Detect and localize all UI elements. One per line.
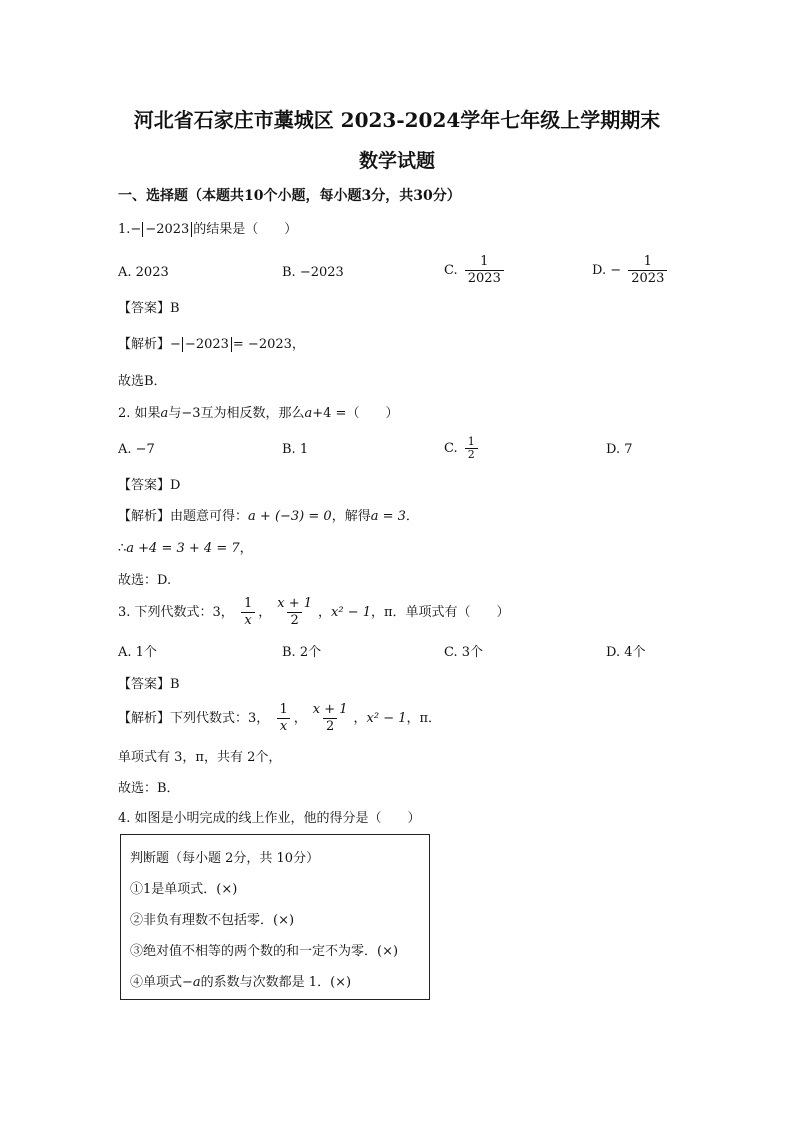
box-item-4-var: −a [182, 975, 201, 990]
q2-option-d: D. 7 [606, 442, 633, 457]
q2-stem-a: 2. 如果 [118, 406, 161, 421]
q2-conclusion: 故选：D. [118, 573, 172, 588]
answer-tag: 【答案】 [118, 677, 171, 692]
q1-option-c-label: C. [444, 263, 458, 278]
q2-analysis-d: ． [405, 509, 419, 524]
fraction-numerator: 1 [243, 596, 253, 611]
box-item-4 [130, 973, 351, 993]
q1-option-c-fraction [465, 254, 504, 287]
q1-option-b: B. −2023 [282, 265, 344, 280]
answer-value: B [170, 677, 180, 692]
comma: ， [318, 605, 332, 620]
q3-stem-a: 3. 下列代数式：3， [118, 605, 234, 620]
fraction-numerator: 1 [643, 254, 652, 269]
q1-stem [118, 220, 297, 240]
q2-option-a: A. −7 [118, 442, 155, 457]
q2-therefore-expr: a +4 = 3 + 4 = 7 [126, 541, 240, 556]
fraction-numerator: 1 [480, 254, 489, 269]
q3-analysis-end: ，π． [406, 711, 442, 726]
q2-stem [118, 404, 398, 424]
q1-option-d-fraction [628, 254, 667, 287]
q1-option-d [592, 254, 670, 287]
box-title: 判断题（每小题 2分，共 10分） [130, 851, 320, 866]
q3-option-d: D. 4个 [606, 645, 646, 660]
q1-analysis [118, 335, 305, 355]
q2-analysis-c: a = 3 [370, 509, 406, 524]
fraction-denominator: 2023 [465, 270, 504, 287]
fraction-denominator: 2 [323, 718, 337, 735]
q2-var-a2: a [304, 406, 313, 421]
q2-var-a: a [160, 406, 169, 421]
fraction-numerator: 1 [467, 435, 475, 448]
q1-abs-value: −2023 [142, 222, 192, 237]
q2-therefore-end: ， [239, 541, 253, 556]
box-item-1: ①1是单项式．(×) [130, 882, 238, 897]
fraction-denominator: x [241, 612, 254, 629]
q2-analysis-b: ，解得 [331, 509, 371, 524]
answer-tag: 【答案】 [118, 301, 171, 316]
fraction-denominator: 2 [287, 612, 301, 629]
analysis-tag: 【解析】 [118, 509, 171, 524]
q2-analysis [118, 507, 419, 527]
q1-conclusion: 故选B． [118, 374, 167, 389]
analysis-tag: 【解析】 [118, 711, 171, 726]
q2-answer [118, 476, 180, 496]
q3-answer [118, 675, 180, 695]
q1-option-d-label: D. − [592, 263, 622, 278]
q1-answer [118, 299, 180, 319]
q2-option-c [444, 436, 481, 461]
answer-value: B [170, 301, 180, 316]
q1-option-c [444, 254, 507, 287]
q3-analysis-x-squared: x² − 1 [366, 711, 407, 726]
q3-analysis-fraction-1 [276, 702, 290, 735]
q3-option-c: C. 3个 [444, 645, 484, 660]
box-item-4-b: 的系数与次数都是 1．(×) [200, 975, 352, 990]
q1-number: 1. [118, 222, 131, 237]
comma: ， [258, 605, 272, 620]
q4-stem: 4. 如图是小明完成的线上作业，他的得分是（ ） [118, 811, 421, 826]
fraction-numerator: x + 1 [312, 702, 348, 717]
q1-analysis-abs: −2023 [182, 337, 232, 352]
page-subtitle: 数学试题 [358, 150, 435, 172]
comma: ， [293, 711, 307, 726]
q2-stem-b: 与−3互为相反数，那么 [168, 406, 305, 421]
fraction-denominator: 2 [465, 448, 478, 461]
q3-fraction-x-plus-1 [274, 596, 315, 629]
q3-option-a: A. 1个 [118, 645, 157, 660]
fraction-denominator: x [277, 718, 290, 735]
q3-option-b: B. 2个 [282, 645, 322, 660]
q3-analysis-a: 下列代数式：3， [170, 711, 270, 726]
q2-option-c-label: C. [444, 441, 458, 456]
fraction-numerator: x + 1 [277, 596, 313, 611]
therefore-symbol: ∴ [118, 541, 127, 556]
q2-stem-c: +4 =（ ） [312, 406, 399, 421]
q3-conclusion: 故选：B． [118, 781, 180, 796]
q3-x-squared: x² − 1 [331, 605, 372, 620]
q2-analysis-a: 由题意可得： [170, 509, 249, 524]
fraction-denominator: 2023 [628, 270, 667, 287]
fraction-numerator: 1 [279, 702, 288, 717]
q3-analysis [118, 702, 441, 735]
box-item-2: ②非负有理数不包括零．(×) [130, 913, 295, 928]
q3-pi-part: ，π．单项式有（ ） [371, 605, 510, 620]
box-item-4-a: ④单项式 [130, 975, 183, 990]
q1-stem-tail: 的结果是（ ） [193, 222, 298, 237]
q3-analysis-line2: 单项式有 3，π，共有 2个， [118, 750, 282, 765]
homework-figure-box [120, 834, 430, 1000]
section-heading: 一、选择题（本题共10个小题，每小题3分，共30分） [118, 188, 461, 204]
q3-analysis-fraction-2 [310, 702, 351, 735]
q1-minus: − [130, 222, 142, 237]
answer-tag: 【答案】 [118, 478, 171, 493]
q1-option-a: A. 2023 [118, 265, 169, 280]
q1-analysis-tail: = −2023， [232, 337, 305, 352]
q2-analysis-expr: a + (−3) = 0 [248, 509, 332, 524]
answer-value: D [170, 478, 181, 493]
comma: ， [353, 711, 367, 726]
q2-therefore [118, 539, 253, 559]
q3-stem [118, 596, 510, 629]
q2-option-c-fraction [465, 436, 478, 461]
analysis-tag: 【解析】 [118, 337, 171, 352]
page-title: 河北省石家庄市藁城区 2023-2024学年七年级上学期期末 [133, 108, 661, 132]
q3-fraction-1-over-x [241, 596, 255, 629]
box-item-3: ③绝对值不相等的两个数的和一定不为零．(×) [130, 944, 399, 959]
q1-analysis-minus: − [170, 337, 181, 352]
q2-option-b: B. 1 [282, 442, 309, 457]
